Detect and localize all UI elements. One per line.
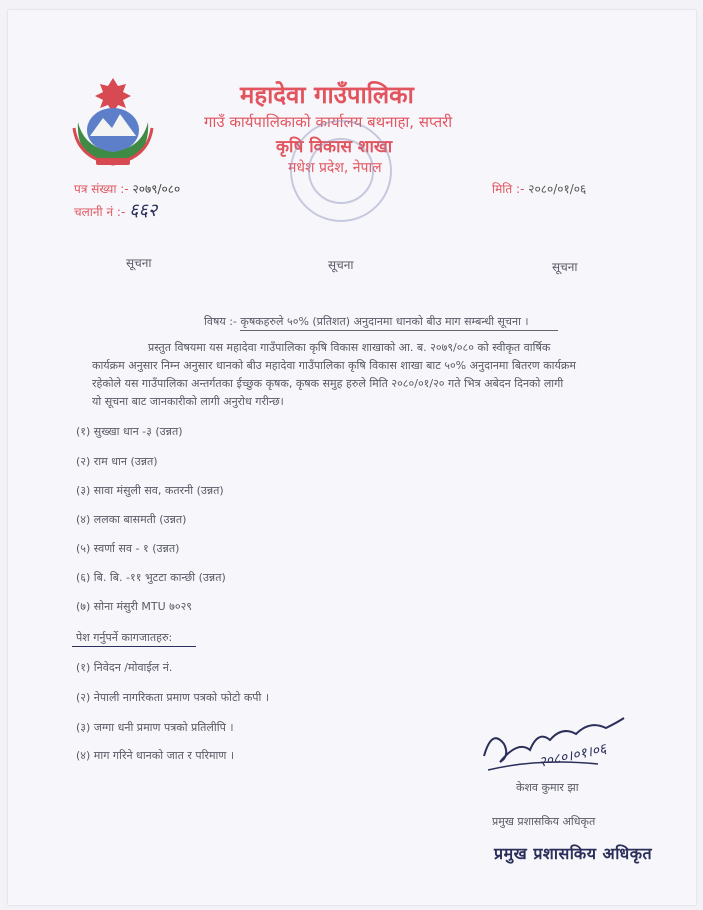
document-item: (१) निवेदन /मोवाईल नं.	[76, 661, 173, 674]
office-seal-inner	[308, 138, 374, 204]
variety-item: (१) सुख्खा धान -३ (उन्नत)	[76, 425, 183, 438]
signatory-name: केशव कुमार झा	[516, 781, 579, 794]
letter-sheet	[8, 10, 696, 905]
notice-word-left: सूचना	[126, 256, 152, 270]
body-line-3: रहेकोले यस गाउँपालिका अन्तर्गतका ईच्छुक कृषक, कृषक समुह हरुले मिति २०८०/०१/२० गते भित्र अबेदन दिनको लागी	[92, 377, 564, 390]
subject-line: विषय :- कृषकहरुले ५०% (प्रतिशत) अनुदानमा धानको बीउ माग सम्बन्धी सूचना ।	[204, 315, 529, 328]
dispatch-number	[74, 198, 157, 222]
org-name: महादेवा गाउँपालिका	[240, 81, 414, 109]
documents-heading: पेश गर्नुपर्ने कागजातहरु:	[76, 631, 173, 644]
subject-underline	[240, 330, 558, 331]
document-item: (२) नेपाली नागरिकता प्रमाण पत्रको फोटो कपी ।	[76, 691, 270, 704]
documents-heading-underline	[72, 646, 196, 647]
variety-item: (६) बि. बि. -११ भुटटा कान्छी (उन्नत)	[76, 571, 226, 584]
variety-item: (७) सोना मंसुरी MTU ७०२९	[76, 600, 193, 613]
letter-number-value: २०७९/०८०	[132, 182, 181, 196]
notice-word-center: सूचना	[328, 258, 354, 272]
notice-word-right: सूचना	[552, 260, 578, 274]
variety-item: (५) स्वर्णा सव - १ (उन्नत)	[76, 542, 180, 555]
signatory-title: प्रमुख प्रशासकिय अधिकृत	[492, 815, 596, 828]
letter-number	[74, 180, 180, 197]
designation-stamp: प्रमुख प्रशासकिय अधिकृत	[494, 844, 653, 863]
date-value: २०८०/०१/०६	[528, 182, 587, 196]
nepal-emblem-icon	[68, 72, 158, 172]
variety-item: (२) राम धान (उन्नत)	[76, 455, 158, 468]
body-line-1: प्रस्तुत विषयमा यस महादेवा गाउँपालिका कृषि विकास शाखाको आ. ब. २०७९/०८० को स्वीकृत वार्षिक	[148, 341, 551, 354]
date-label: मिति :-	[492, 182, 525, 196]
body-line-2: कार्यक्रम अनुसार निम्न अनुसार धानको बीउ महादेवा गाउँपालिका कृषि विकास शाखा बाट ५०% अनुदानमा बितरण कार्यक्रम	[92, 359, 576, 372]
signature-date: २०८०।०१।०६	[537, 741, 608, 771]
document-item: (३) जग्गा धनी प्रमाण पत्रको प्रतिलीपि ।	[76, 721, 234, 734]
date-line	[492, 180, 586, 197]
dispatch-number-value: ६६२	[129, 200, 158, 221]
variety-item: (४) ललका बासमती (उन्नत)	[76, 513, 187, 526]
body-line-4: यो सूचना बाट जानकारीको लागी अनुरोध गरीन्छ।	[92, 395, 284, 408]
document-item: (४) माग गरिने धानको जात र परिमाण ।	[76, 749, 234, 762]
province-line: मधेश प्रदेश, नेपाल	[288, 160, 382, 176]
office-line: गाउँ कार्यपालिकाको कार्यालय बथनाहा, सप्तरी	[204, 113, 453, 131]
variety-item: (३) सावा मंसुली सव, कतरनी (उन्नत)	[76, 484, 224, 497]
dispatch-number-label: चलानी नं :-	[74, 205, 126, 219]
letter-number-label: पत्र संख्या :-	[74, 182, 129, 196]
branch-name: कृषि विकास शाखा	[276, 137, 393, 157]
